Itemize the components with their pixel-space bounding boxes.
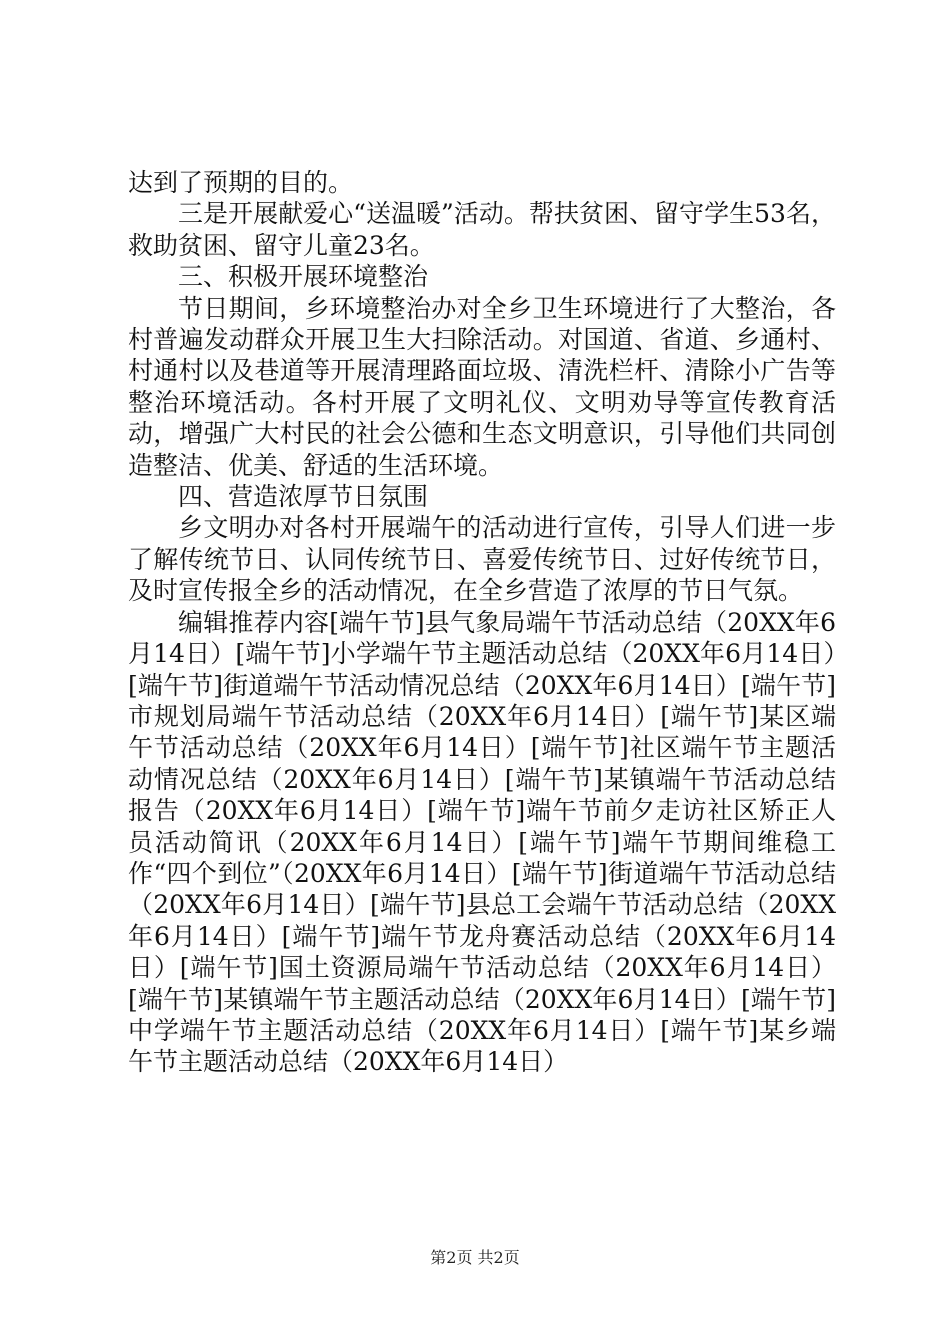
paragraph-atmosphere: 乡文明办对各村开展端午的活动进行宣传，引导人们进一步了解传统节日、认同传统节日、喜爱传统节日、过好传统节日，及时宣传报全乡的活动情况，在全乡营造了浓厚的节日气氛。: [128, 513, 836, 606]
paragraph-warmth-activity: 三是开展献爱心“送温暖”活动。帮扶贫困、留守学生53名，救助贫困、留守儿童23名。: [128, 199, 836, 260]
paragraph-environment: 节日期间，乡环境整治办对全乡卫生环境进行了大整治，各村普遍发动群众开展卫生大扫除活动。对国道、省道、乡通村、村通村以及巷道等开展清理路面垃圾、清洗栏杆、清除小广告等整治环境活动。各村开展了文明礼仪、文明劝导等宣传教育活动，增强广大村民的社会公德和生态文明意识，引导他们共同创造整洁、优美、舒适的生活环境。: [128, 293, 836, 480]
document-body: [128, 167, 836, 1078]
section-heading-environment: 三、积极开展环境整治: [178, 262, 429, 292]
paragraph-recommended-content: 编辑推荐内容[端午节]县气象局端午节活动总结（20XX年6月14日）[端午节]小学端午节主题活动总结（20XX年6月14日）[端午节]街道端午节活动情况总结（20XX年6月14日）[端午节]市规划局端午节活动总结（20XX年6月14日）[端午节]某区端午节活动总结（20XX年6月14日）[端午节]社区端午节主题活动情况总结（20XX年6月14日）[端午节]某镇端午节活动总结报告（20XX年6月14日）[端午节]端午节前夕走访社区矫正人员活动简讯（20XX年6月14日）[端午节]端午节期间维稳工作“四个到位”（20XX年6月14日）[端午节]街道端午节活动总结（20XX年6月14日）[端午节]县总工会端午节活动总结（20XX年6月14日）[端午节]端午节龙舟赛活动总结（20XX年6月14日）[端午节]国土资源局端午节活动总结（20XX年6月14日）[端午节]某镇端午节主题活动总结（20XX年6月14日）[端午节]中学端午节主题活动总结（20XX年6月14日）[端午节]某乡端午节主题活动总结（20XX年6月14日）: [128, 607, 836, 1077]
section-heading-atmosphere: 四、营造浓厚节日氛围: [178, 482, 429, 512]
paragraph-continuation: 达到了预期的目的。: [128, 168, 354, 197]
page-number-footer: 第2页 共2页: [430, 1248, 520, 1267]
